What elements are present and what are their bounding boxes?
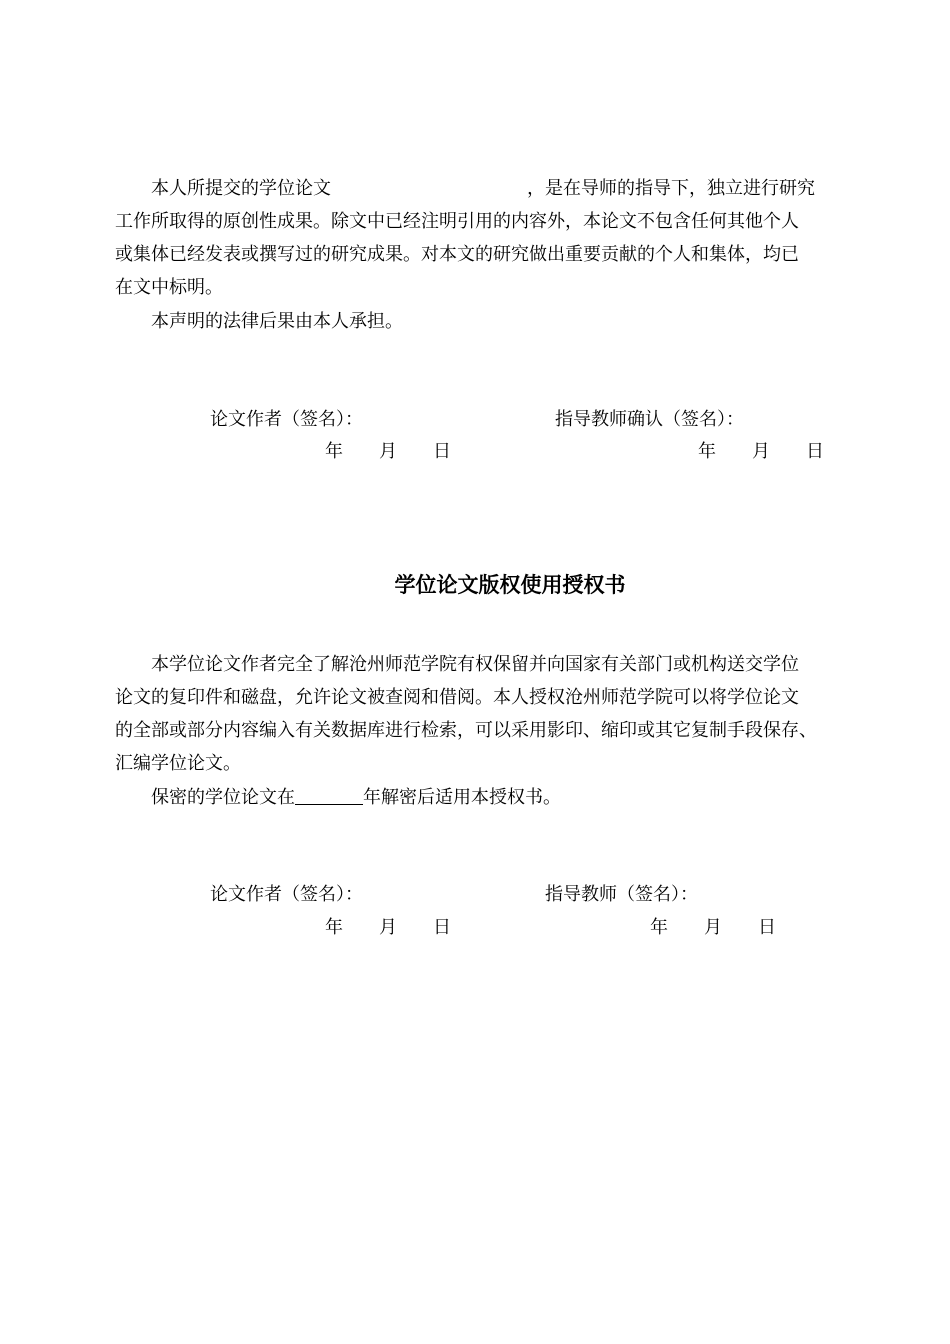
originality-advisor-signature-label: 指导教师确认（签名）：: [555, 409, 744, 430]
authorization-confidential: [151, 786, 561, 810]
confidential-text-b: 年解密后适用本授权书。: [363, 787, 561, 808]
originality-liability: 本声明的法律后果由本人承担。: [151, 311, 403, 332]
authorization-title: 学位论文版权使用授权书: [394, 573, 626, 597]
authorization-line-4: 汇编学位论文。: [115, 753, 241, 774]
originality-line-3: 或集体已经发表或撰写过的研究成果。对本文的研究做出重要贡献的个人和集体，均已: [115, 244, 799, 265]
authorization-line-3: 的全部或部分内容编入有关数据库进行检索，可以采用影印、缩印或其它复制手段保存、: [115, 720, 817, 741]
authorization-author-date: 年 月 日: [325, 917, 451, 938]
authorization-line-2: 论文的复印件和磁盘，允许论文被查阅和借阅。本人授权沧州师范学院可以将学位论文: [115, 687, 799, 708]
authorization-advisor-signature-label: 指导教师（签名）：: [545, 884, 698, 905]
confidential-years-blank: [295, 786, 363, 805]
originality-advisor-date: 年 月 日: [698, 441, 824, 462]
originality-line-2: 工作所取得的原创性成果。除文中已经注明引用的内容外，本论文不包含任何其他个人: [115, 211, 799, 232]
originality-text-1b: ，是在导师的指导下，独立进行研究: [527, 178, 815, 199]
originality-text-1a: 本人所提交的学位论文: [151, 178, 331, 199]
originality-author-signature-label: 论文作者（签名）：: [210, 409, 363, 430]
originality-author-date: 年 月 日: [325, 441, 451, 462]
authorization-advisor-date: 年 月 日: [650, 917, 776, 938]
authorization-author-signature-label: 论文作者（签名）：: [210, 884, 363, 905]
authorization-line-1: 本学位论文作者完全了解沧州师范学院有权保留并向国家有关部门或机构送交学位: [151, 654, 799, 675]
confidential-text-a: 保密的学位论文在: [151, 787, 295, 808]
originality-line-4: 在文中标明。: [115, 277, 223, 298]
originality-line-1: [151, 177, 815, 201]
